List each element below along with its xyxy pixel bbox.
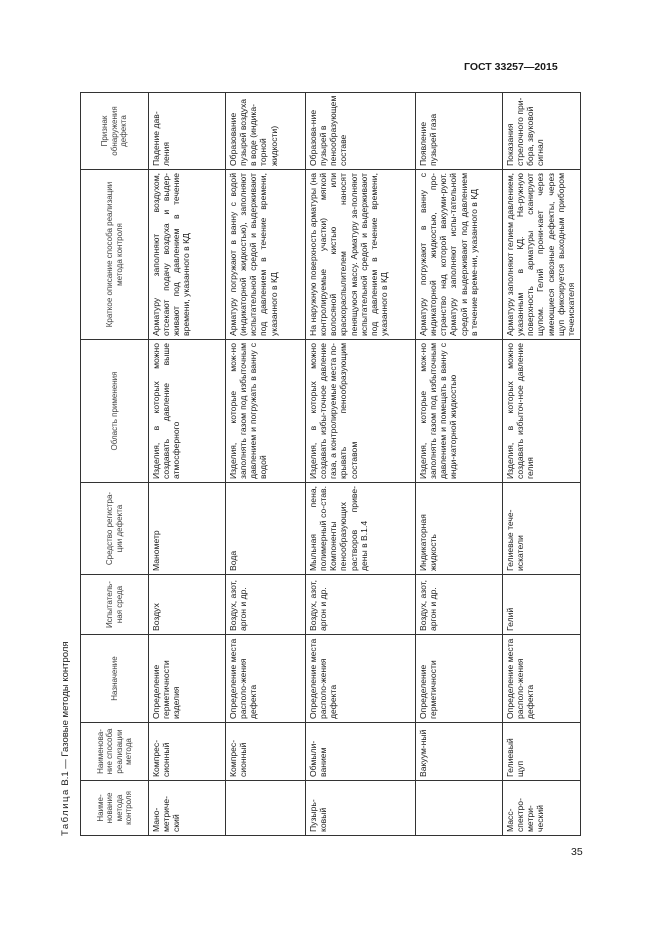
cell-way: Компрес-сионный <box>226 723 306 781</box>
cell-purpose: Определение места располо-жения дефекта <box>226 635 306 723</box>
cell-purpose: Определение герметичности <box>416 635 503 723</box>
col-header-area: Область применения <box>81 340 149 483</box>
col-header-description: Краткое описание способа реализации метода контроля <box>81 170 149 340</box>
cell-way: Обмыли-ванием <box>306 723 416 781</box>
cell-method: Мано-метриче-ский <box>149 781 226 836</box>
table-row <box>503 93 581 836</box>
cell-method <box>416 781 503 836</box>
table-caption-prefix: Таблица <box>60 788 71 836</box>
col-header-purpose: Назначение <box>81 635 149 723</box>
table-header-row <box>81 93 149 836</box>
cell-way: Вакуум-ный <box>416 723 503 781</box>
cell-means: Индикаторная жидкость <box>416 483 503 575</box>
cell-description: Арматуру заполняют гелием давлением, указанным в КД. На-ружную поверхность арматуры сканируют щупом. Гелий прони-кает через имеющиеся сквозные дефекты, через щуп фиксируется выходным прибором течеискателя <box>503 170 581 340</box>
cell-medium: Воздух, азот, аргон и др. <box>226 575 306 635</box>
cell-medium: Гелий <box>503 575 581 635</box>
col-header-means: Средство регистра-ции дефекта <box>81 483 149 575</box>
cell-area: Изделия, которые мож-но заполнять газом под избыточным давлением и погружать в ванну с водой <box>226 340 306 483</box>
rotated-table-frame <box>60 93 580 836</box>
col-header-method: Наиме-нование метода контроля <box>81 781 149 836</box>
col-header-sign: Признак обнаружения дефекта <box>81 93 149 170</box>
cell-area: Изделия, в которых можно создавать избы-точное давление газа, а контролируемые места по-крывать пенообразующим составом <box>306 340 416 483</box>
cell-method: Пузырь-ковый <box>306 781 416 836</box>
cell-purpose: Определение места располо-жения дефекта <box>503 635 581 723</box>
cell-description: Арматуру погружают в ванну с индикаторной жидкостью, про-странство над которой вакууми-руют. Арматуру заполняют испы-тательной средой и выдерживают под давлением в течение време-ни, указанного в КД <box>416 170 503 340</box>
cell-way: Компрес-сионный <box>149 723 226 781</box>
cell-means: Манометр <box>149 483 226 575</box>
cell-way: Гелиевый щуп <box>503 723 581 781</box>
cell-area: Изделия, в которых можно создавать давление выше атмосферного <box>149 340 226 483</box>
cell-sign: Падение дав-ления <box>149 93 226 170</box>
cell-medium: Воздух, азот, аргон и др. <box>416 575 503 635</box>
cell-means: Вода <box>226 483 306 575</box>
gas-methods-table <box>80 92 581 836</box>
cell-description: Арматуру погружают в ванну с водой (индикаторной жидкостью), заполняют испытательной средой и выдерживают под давлением в течение времени, указанного в КД <box>226 170 306 340</box>
col-header-medium: Испытатель-ная среда <box>81 575 149 635</box>
cell-means: Гелиевые тече-искатели <box>503 483 581 575</box>
standard-number: ГОСТ 33257—2015 <box>464 61 558 73</box>
cell-description: Арматуру заполняют воздухом, отсекают подачу воздуха и выдер-живают под давлением в течение времени, указанного в КД <box>149 170 226 340</box>
cell-medium: Воздух, азот, аргон и др. <box>306 575 416 635</box>
cell-sign: Показания стрелочного при-бора, звуковой сигнал <box>503 93 581 170</box>
cell-method: Масс-спектро-метри-ческий <box>503 781 581 836</box>
cell-area: Изделия, в которых можно создавать избыточ-ное давление гелия <box>503 340 581 483</box>
cell-method <box>226 781 306 836</box>
cell-medium: Воздух <box>149 575 226 635</box>
cell-means: Мыльная пена, полимерный со-став. Компоненты пенообразующих растворов приве-дены в В.1.4 <box>306 483 416 575</box>
cell-area: Изделия, которые мож-но заполнять газом под избыточным давлением и помещать в ванну с инди-каторной жидкостью <box>416 340 503 483</box>
cell-description: На наружную поверхность арматуры (на контролируемые участки) мягкой волосяной кистью или краскораспылителем наносят пенящуюся массу. Арматуру за-полняют испытательной средой и выдерживают под давлением в течение времени, указанного в КД <box>306 170 416 340</box>
table-caption <box>60 641 74 836</box>
cell-sign: Образова-ние пузырей в пенообразующем составе <box>306 93 416 170</box>
cell-purpose: Определение герметичности изделия <box>149 635 226 723</box>
cell-sign: Появление пузырей газа <box>416 93 503 170</box>
table-row <box>306 93 416 836</box>
col-header-way: Наименова-ние способа реализации метода <box>81 723 149 781</box>
page-number: 35 <box>571 846 583 858</box>
table-caption-label: В.1 — Газовые методы контроля <box>60 641 71 786</box>
cell-purpose: Определение места располо-жения дефекта <box>306 635 416 723</box>
table-row <box>226 93 306 836</box>
table-row <box>149 93 226 836</box>
cell-sign: Образование пузырей воздуха в воде (индика-торной жидкости) <box>226 93 306 170</box>
table-row <box>416 93 503 836</box>
